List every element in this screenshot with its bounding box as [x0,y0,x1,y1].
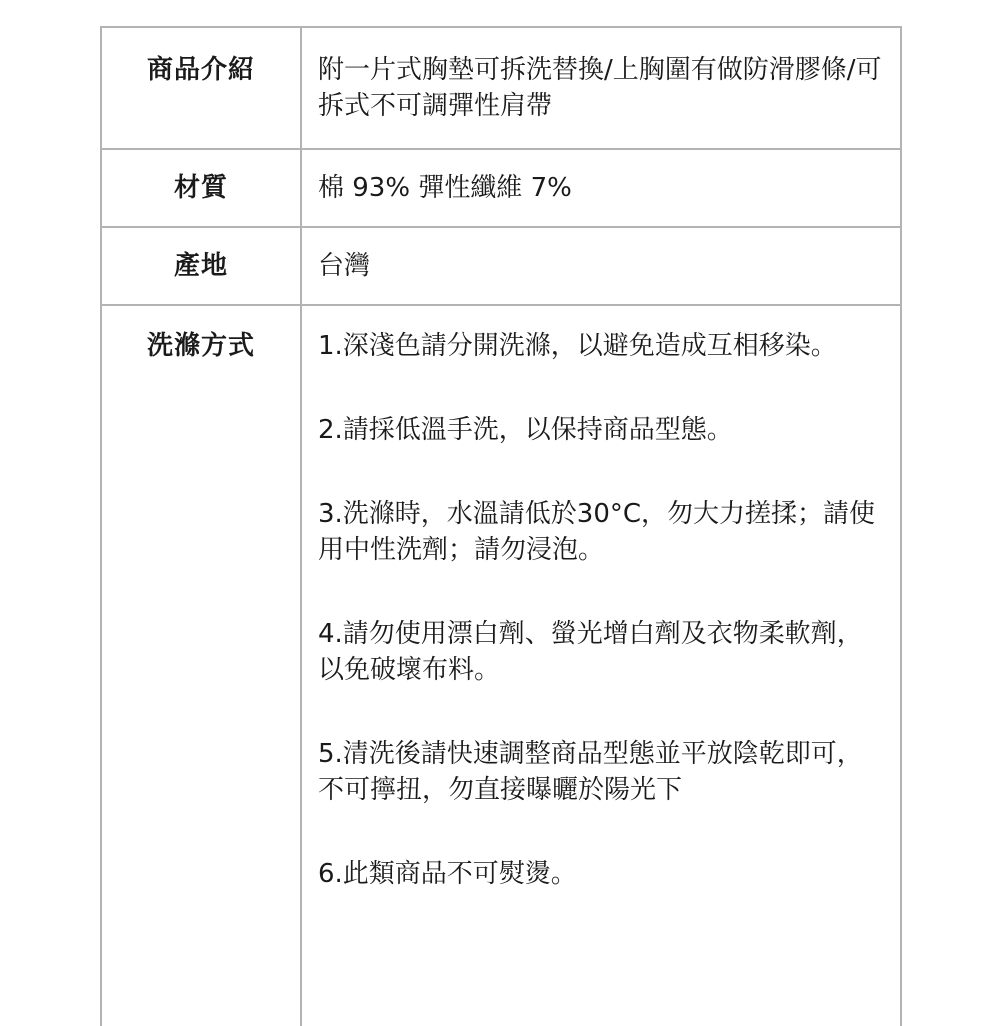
washing-instruction-item: 2.請採低溫手洗，以保持商品型態。 [318,415,733,445]
label-cell [101,305,301,1026]
value-cell [301,27,901,149]
table-row-material [101,149,901,227]
origin-value: 台灣 [318,251,371,281]
value-cell [301,149,901,227]
washing-instruction-item: 6.此類商品不可熨燙。 [318,859,577,889]
value-cell [301,305,901,1026]
label-cell [101,149,301,227]
product-intro-value: 附一片式胸墊可拆洗替換/上胸圍有做防滑膠條/可拆式不可調彈性肩帶 [318,55,882,121]
washing-method-label: 洗滌方式 [146,331,255,361]
material-value: 棉 93% 彈性纖維 7% [318,173,572,203]
label-cell [101,27,301,149]
washing-instruction-item: 1.深淺色請分開洗滌，以避免造成互相移染。 [318,331,837,361]
washing-instructions-list [318,306,886,892]
origin-label: 產地 [173,251,228,281]
label-cell [101,227,301,305]
table-row-washing-method [101,305,901,1026]
product-intro-label: 商品介紹 [146,55,255,85]
washing-instruction-item: 5.清洗後請快速調整商品型態並平放陰乾即可，不可擰扭，勿直接曝曬於陽光下 [318,739,863,805]
table-row-product-intro [101,27,901,149]
washing-instruction-item: 4.請勿使用漂白劑、螢光增白劑及衣物柔軟劑，以免破壞布料。 [318,619,863,685]
value-cell [301,227,901,305]
product-spec-table [100,26,902,1026]
washing-instruction-item: 3.洗滌時，水溫請低於30°C，勿大力搓揉；請使用中性洗劑；請勿浸泡。 [318,499,876,565]
material-label: 材質 [173,173,228,203]
table-row-origin [101,227,901,305]
